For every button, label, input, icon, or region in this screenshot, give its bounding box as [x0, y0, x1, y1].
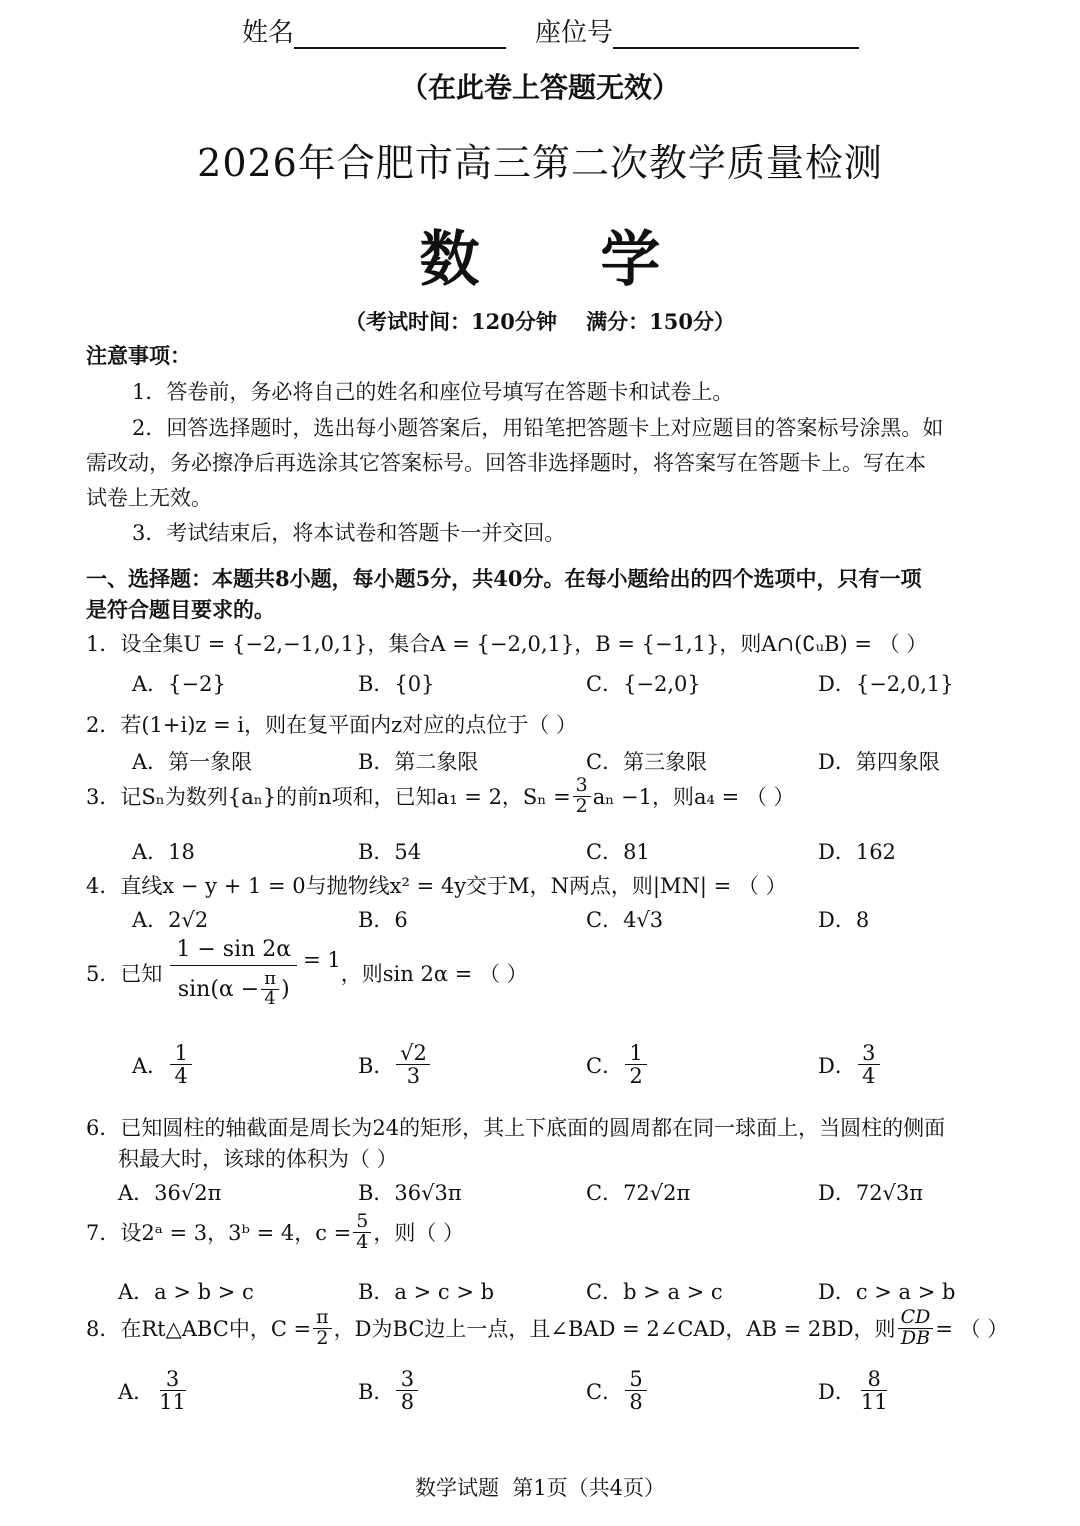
question-3-fraction: [573, 776, 591, 817]
question-8-frac2-num: CD: [898, 1308, 934, 1329]
frac-den: 8: [400, 1390, 415, 1415]
question-1-option-b: B．{0}: [358, 672, 435, 696]
exam-title: 2026年合肥市高三第二次教学质量检测: [197, 141, 883, 185]
name-field: [242, 12, 506, 49]
question-8-frac-num: π: [313, 1308, 332, 1329]
question-5-option-b: [358, 1042, 432, 1087]
question-4-option-d: D．8: [818, 908, 870, 932]
frac-den: 2: [629, 1064, 643, 1089]
question-7-frac-num: 5: [353, 1212, 371, 1233]
question-7-stem: [86, 1212, 464, 1253]
question-5-stem: [86, 938, 528, 1009]
question-4-option-b: B．6: [358, 908, 408, 932]
option-fraction: [170, 1042, 192, 1087]
frac-num: 1: [629, 1041, 643, 1065]
question-8-stem-c: = （ ）: [935, 1317, 1009, 1342]
subject-title: 数 学: [419, 225, 711, 295]
question-5-frac-den: [175, 966, 293, 1009]
question-3-frac-num: 3: [573, 776, 591, 797]
question-4-stem: 4．直线x − y + 1 = 0与抛物线x² = 4y交于M，N两点，则|MN| = （ ）: [86, 874, 787, 898]
question-8-frac2-den: DB: [900, 1326, 931, 1349]
question-2-option-a: A．第一象限: [132, 750, 253, 774]
frac-num: 3: [165, 1367, 180, 1391]
question-3-option-a: A．18: [132, 840, 195, 864]
question-7-stem-b: ，则（ ）: [373, 1221, 465, 1246]
frac-num: 5: [629, 1367, 643, 1391]
option-fraction: [625, 1042, 647, 1087]
question-5-option-a: [132, 1042, 194, 1087]
option-letter: A．: [132, 1053, 169, 1078]
frac-num: 8: [867, 1367, 881, 1391]
question-2-option-d: D．第四象限: [818, 750, 940, 774]
notice-title: 注意事项：: [86, 343, 191, 368]
notice-item-2-cont: 需改动，务必擦净后再选涂其它答案标号。回答非选择题时，将答案写在答题卡上。写在本: [86, 451, 926, 475]
question-7-frac-den: 4: [356, 1230, 369, 1253]
question-7-fraction: [353, 1212, 371, 1253]
frac-num: 3: [400, 1367, 415, 1391]
name-blank: [294, 21, 506, 49]
question-4-option-c: C．4√3: [586, 908, 664, 932]
question-1-option-d: D．{−2,0,1}: [818, 672, 954, 696]
question-3-option-d: D．162: [818, 840, 896, 864]
frac-den: 11: [159, 1390, 186, 1415]
question-7-option-c: C．b > a > c: [586, 1280, 723, 1304]
question-1-option-c: C．{−2,0}: [586, 672, 701, 696]
question-7-stem-a: 7．设2ᵃ = 3，3ᵇ = 4，c =: [86, 1221, 352, 1246]
notice-item-3: 3．考试结束后，将本试卷和答题卡一并交回。: [132, 521, 566, 545]
question-1-stem: 1．设全集U = {−2,−1,0,1}，集合A = {−2,0,1}，B = {−1,1}，则A∩(∁ᵤB) = （ ）: [86, 632, 928, 656]
question-6-option-c: C．72√2π: [586, 1181, 691, 1205]
question-8-frac-den: 2: [316, 1326, 329, 1349]
option-letter: A．: [118, 1379, 155, 1404]
question-5-pi-over-4: [261, 970, 279, 1009]
question-5-option-c: [586, 1042, 649, 1087]
notice-item-2-end: 试卷上无效。: [86, 486, 212, 510]
question-3-stem-b: aₙ −1，则a₄ = （ ）: [592, 785, 795, 810]
exam-time-info: （考试时间：120分钟 满分：150分）: [345, 309, 735, 334]
question-6-stem: 6．已知圆柱的轴截面是周长为24的矩形，其上下底面的圆周都在同一球面上，当圆柱的侧面: [86, 1116, 946, 1140]
frac-den: 8: [629, 1390, 643, 1415]
question-7-option-d: D．c > a > b: [818, 1280, 956, 1304]
question-5-den-b: ): [281, 976, 290, 1002]
question-5-option-d: [818, 1042, 882, 1087]
question-6-option-b: B．36√3π: [358, 1181, 462, 1205]
seat-blank: [613, 21, 859, 49]
question-3-option-c: C．81: [586, 840, 650, 864]
frac-num: 1: [174, 1041, 188, 1065]
option-fraction: [396, 1368, 418, 1413]
question-8-option-c: [586, 1368, 649, 1413]
option-letter: B．: [358, 1053, 395, 1078]
question-8-stem-b: ，D为BC边上一点，且∠BAD = 2∠CAD，AB = 2BD，则: [333, 1317, 896, 1342]
question-8-option-b: [358, 1368, 420, 1413]
question-8-stem: [86, 1308, 1008, 1349]
option-fraction: [858, 1042, 880, 1087]
option-fraction: [396, 1042, 430, 1087]
frac-den: 4: [862, 1064, 876, 1089]
option-fraction: [858, 1368, 891, 1413]
seat-field: [535, 12, 859, 49]
question-5-four: 4: [264, 987, 276, 1009]
frac-den: 4: [174, 1064, 188, 1089]
notice-item-2: 2．回答选择题时，选出每小题答案后，用铅笔把答题卡上对应题目的答案标号涂黑。如: [132, 416, 944, 440]
question-5-eq: = 1: [303, 948, 341, 973]
question-6-option-d: D．72√3π: [818, 1181, 924, 1205]
option-letter: C．: [586, 1379, 624, 1404]
question-8-stem-a: 8．在Rt△ABC中，C =: [86, 1317, 312, 1342]
frac-num: 3: [862, 1041, 876, 1065]
question-8-fraction-c: [313, 1308, 332, 1349]
frac-den: 3: [406, 1064, 421, 1089]
question-7-option-b: B．a > c > b: [358, 1280, 495, 1304]
question-2-stem: 2．若(1+i)z = i，则在复平面内z对应的点位于（ ）: [86, 713, 577, 737]
section1-title: 一、选择题：本题共8小题，每小题5分，共40分。在每小题给出的四个选项中，只有一项: [86, 566, 922, 591]
question-5-stem-b: ，则sin 2α = （ ）: [340, 962, 528, 987]
seat-label: 座位号: [535, 18, 614, 48]
question-8-option-a: [118, 1368, 191, 1413]
question-2-option-c: C．第三象限: [586, 750, 708, 774]
question-6-option-a: A．36√2π: [118, 1181, 222, 1205]
option-fraction: [156, 1368, 189, 1413]
frac-num: √2: [400, 1041, 427, 1065]
option-fraction: [625, 1368, 647, 1413]
option-letter: D．: [818, 1053, 856, 1078]
question-4-option-a: A．2√2: [132, 908, 209, 932]
question-2-option-b: B．第二象限: [358, 750, 479, 774]
page-footer: 数学试题 第1页（共4页）: [414, 1476, 666, 1500]
question-3-stem: [86, 776, 795, 817]
frac-den: 11: [860, 1390, 888, 1415]
question-5-frac-num: 1 − sin 2α: [170, 938, 297, 966]
option-letter: D．: [818, 1379, 856, 1404]
question-5-label: 5．已知: [86, 962, 163, 987]
section1-title-cont: 是符合题目要求的。: [86, 597, 275, 622]
question-5-fraction: [170, 938, 297, 1009]
invalid-note: （在此卷上答题无效）: [399, 71, 680, 104]
question-3-frac-den: 2: [575, 794, 588, 817]
question-6-stem-cont: 积最大时，该球的体积为（ ）: [118, 1147, 398, 1171]
question-1-option-a: A．{−2}: [132, 672, 226, 696]
question-3-stem-a: 3．记Sₙ为数列{aₙ}的前n项和，已知a₁ = 2，Sₙ =: [86, 785, 571, 810]
option-letter: B．: [358, 1379, 395, 1404]
question-8-fraction-cd-db: [898, 1308, 934, 1349]
question-5-den-a: sin(α −: [177, 976, 260, 1002]
notice-item-1: 1．答卷前，务必将自己的姓名和座位号填写在答题卡和试卷上。: [132, 380, 734, 404]
name-label: 姓名: [242, 18, 295, 48]
question-8-option-d: [818, 1368, 893, 1413]
question-5-pi: π: [261, 970, 279, 990]
option-letter: C．: [586, 1053, 624, 1078]
question-7-option-a: A．a > b > c: [118, 1280, 254, 1304]
question-3-option-b: B．54: [358, 840, 422, 864]
